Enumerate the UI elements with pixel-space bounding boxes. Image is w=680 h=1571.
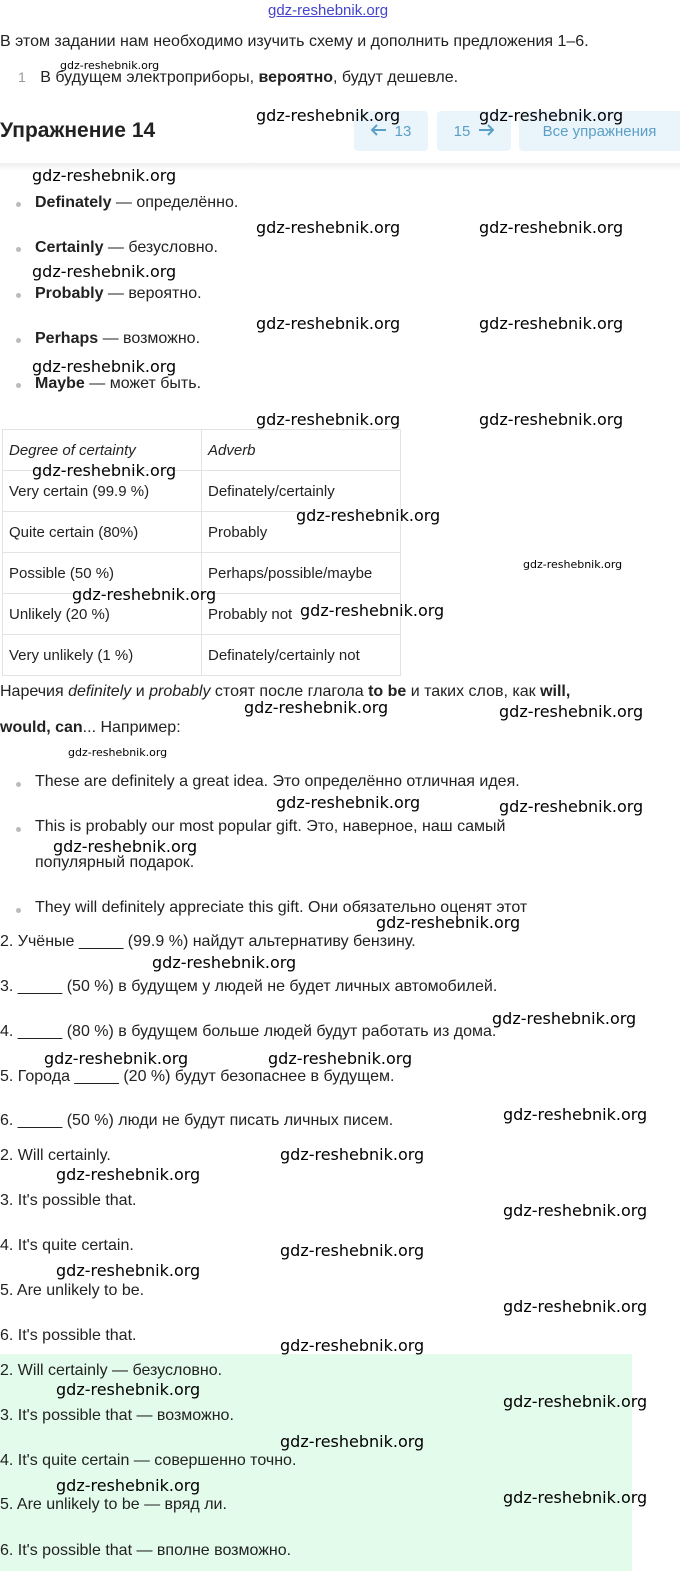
table-cell: Very certain (99.9 %) (3, 471, 202, 512)
watermark: gdz-reshebnik.org (32, 461, 177, 480)
table-cell: Possible (50 %) (3, 553, 202, 594)
list-item: These are definitely a great idea. Это определённо отличная идея. (35, 773, 520, 790)
watermark: gdz-reshebnik.org (300, 601, 445, 620)
watermark: gdz-reshebnik.org (256, 314, 401, 333)
item-number: 1 (18, 69, 26, 85)
watermark: gdz-reshebnik.org (499, 702, 644, 721)
watermark: gdz-reshebnik.org (56, 1476, 201, 1495)
task-line: 2. Учёные _____ (99.9 %) найдут альтернативу бензину. (0, 933, 416, 950)
task-line: 3. _____ (50 %) в будущем у людей не будет личных автомобилей. (0, 978, 498, 995)
translation-line: 4. It's quite certain — совершенно точно. (0, 1452, 297, 1469)
translation-line: 2. Will certainly — безусловно. (0, 1362, 223, 1379)
arrow-left-icon (371, 123, 387, 140)
watermark: gdz-reshebnik.org (280, 1145, 425, 1164)
bullet-icon (16, 908, 21, 913)
watermark: gdz-reshebnik.org (56, 1380, 201, 1399)
task-line: 4. _____ (80 %) в будущем больше людей будут работать из дома. (0, 1023, 497, 1040)
watermark: gdz-reshebnik.org (32, 357, 177, 376)
arrow-right-icon (478, 123, 494, 140)
answer-line: 2. Will certainly. (0, 1147, 111, 1164)
watermark: gdz-reshebnik.org (268, 1049, 413, 1068)
table-cell: Definately/certainly not (202, 635, 401, 676)
watermark: gdz-reshebnik.org (56, 1165, 201, 1184)
list-item: They will definitely appreciate this gift. Они обязательно оценят этот (35, 899, 528, 916)
watermark: gdz-reshebnik.org (256, 106, 401, 125)
watermark: gdz-reshebnik.org (256, 218, 401, 237)
watermark: gdz-reshebnik.org (152, 953, 297, 972)
table-row (3, 635, 401, 676)
table-header-cell: Degree of certainty (3, 430, 202, 471)
watermark: gdz-reshebnik.org (479, 218, 624, 237)
watermark: gdz-reshebnik.org (56, 1261, 201, 1280)
list-item: Certainly — безусловно. (35, 239, 218, 256)
list-item-continuation: популярный подарок. (35, 854, 195, 871)
watermark: gdz-reshebnik.org (376, 913, 521, 932)
site-link[interactable]: gdz-reshebnik.org (268, 2, 389, 19)
watermark: gdz-reshebnik.org (492, 1009, 637, 1028)
task-line: 6. _____ (50 %) люди не будут писать личных писем. (0, 1112, 394, 1129)
next-exercise-label: 15 (453, 122, 471, 140)
watermark: gdz-reshebnik.org (503, 1392, 648, 1411)
table-header-cell: Adverb (202, 430, 401, 471)
page-title: Упражнение 14 (0, 119, 156, 142)
table-cell: Definately/certainly (202, 471, 401, 512)
watermark: gdz-reshebnik.org (280, 1432, 425, 1451)
watermark: gdz-reshebnik.org (53, 837, 198, 856)
task-intro: В этом задании нам необходимо изучить схему и дополнить предложения 1–6. (0, 33, 589, 50)
list-item: This is probably our most popular gift. Это, наверное, наш самый (35, 818, 506, 835)
answer-line: 6. It's possible that. (0, 1327, 137, 1344)
grammar-note-line-2: would, can... Например: (0, 719, 181, 736)
watermark: gdz-reshebnik.org (479, 410, 624, 429)
prev-exercise-label: 13 (394, 122, 412, 140)
bullet-icon (16, 383, 21, 388)
list-item: Probably — вероятно. (35, 285, 202, 302)
list-item: Definately — определённо. (35, 194, 239, 211)
watermark: gdz-reshebnik.org (296, 506, 441, 525)
list-item: Perhaps — возможно. (35, 330, 201, 347)
watermark: gdz-reshebnik.org (72, 585, 217, 604)
task-line: 5. Города _____ (20 %) будут безопаснее в будущем. (0, 1068, 395, 1085)
bullet-icon (16, 247, 21, 252)
item-text-bold: вероятно (258, 69, 333, 86)
table-cell: Quite certain (80%) (3, 512, 202, 553)
watermark: gdz-reshebnik.org (280, 1336, 425, 1355)
all-exercises-label: Все упражнения (542, 122, 657, 140)
bullet-icon (16, 782, 21, 787)
answer-line: 3. It's possible that. (0, 1192, 137, 1209)
watermark: gdz-reshebnik.org (280, 1241, 425, 1260)
grammar-note-line-1: Наречия definitely и probably стоят после глагола to be и таких слов, как will, (0, 683, 571, 700)
watermark: gdz-reshebnik.org (479, 314, 624, 333)
item-text-pre: В будущем электроприборы, (40, 69, 255, 86)
table-cell: Very unlikely (1 %) (3, 635, 202, 676)
answer-line: 5. Are unlikely to be. (0, 1282, 145, 1299)
bullet-icon (16, 293, 21, 298)
watermark: gdz-reshebnik.org (32, 262, 177, 281)
watermark: gdz-reshebnik.org (499, 797, 644, 816)
translation-line: 6. It's possible that — вполне возможно. (0, 1542, 292, 1559)
watermark: gdz-reshebnik.org (32, 166, 177, 185)
table-cell: Probably (202, 512, 401, 553)
watermark: gdz-reshebnik.org (503, 1488, 648, 1507)
watermark: gdz-reshebnik.org (503, 1201, 648, 1220)
watermark: gdz-reshebnik.org (503, 1297, 648, 1316)
watermark: gdz-reshebnik.org (244, 698, 389, 717)
watermark: gdz-reshebnik.org (503, 1105, 648, 1124)
table-cell: Perhaps/possible/maybe (202, 553, 401, 594)
answer-line: 4. It's quite certain. (0, 1237, 134, 1254)
item-text-post: , будут дешевле. (333, 69, 459, 86)
watermark: gdz-reshebnik.org (68, 746, 168, 759)
watermark: gdz-reshebnik.org (44, 1049, 189, 1068)
bullet-icon (16, 827, 21, 832)
list-item: Maybe — может быть. (35, 375, 202, 392)
watermark: gdz-reshebnik.org (256, 410, 401, 429)
bullet-icon (16, 202, 21, 207)
watermark: gdz-reshebnik.org (60, 59, 160, 72)
translation-line: 3. It's possible that — возможно. (0, 1407, 234, 1424)
watermark: gdz-reshebnik.org (276, 793, 421, 812)
table-cell: Probably not (202, 594, 401, 635)
translation-line: 5. Are unlikely to be — вряд ли. (0, 1496, 227, 1513)
table-cell: Unlikely (20 %) (3, 594, 202, 635)
bullet-icon (16, 338, 21, 343)
watermark: gdz-reshebnik.org (523, 558, 623, 571)
watermark: gdz-reshebnik.org (479, 106, 624, 125)
